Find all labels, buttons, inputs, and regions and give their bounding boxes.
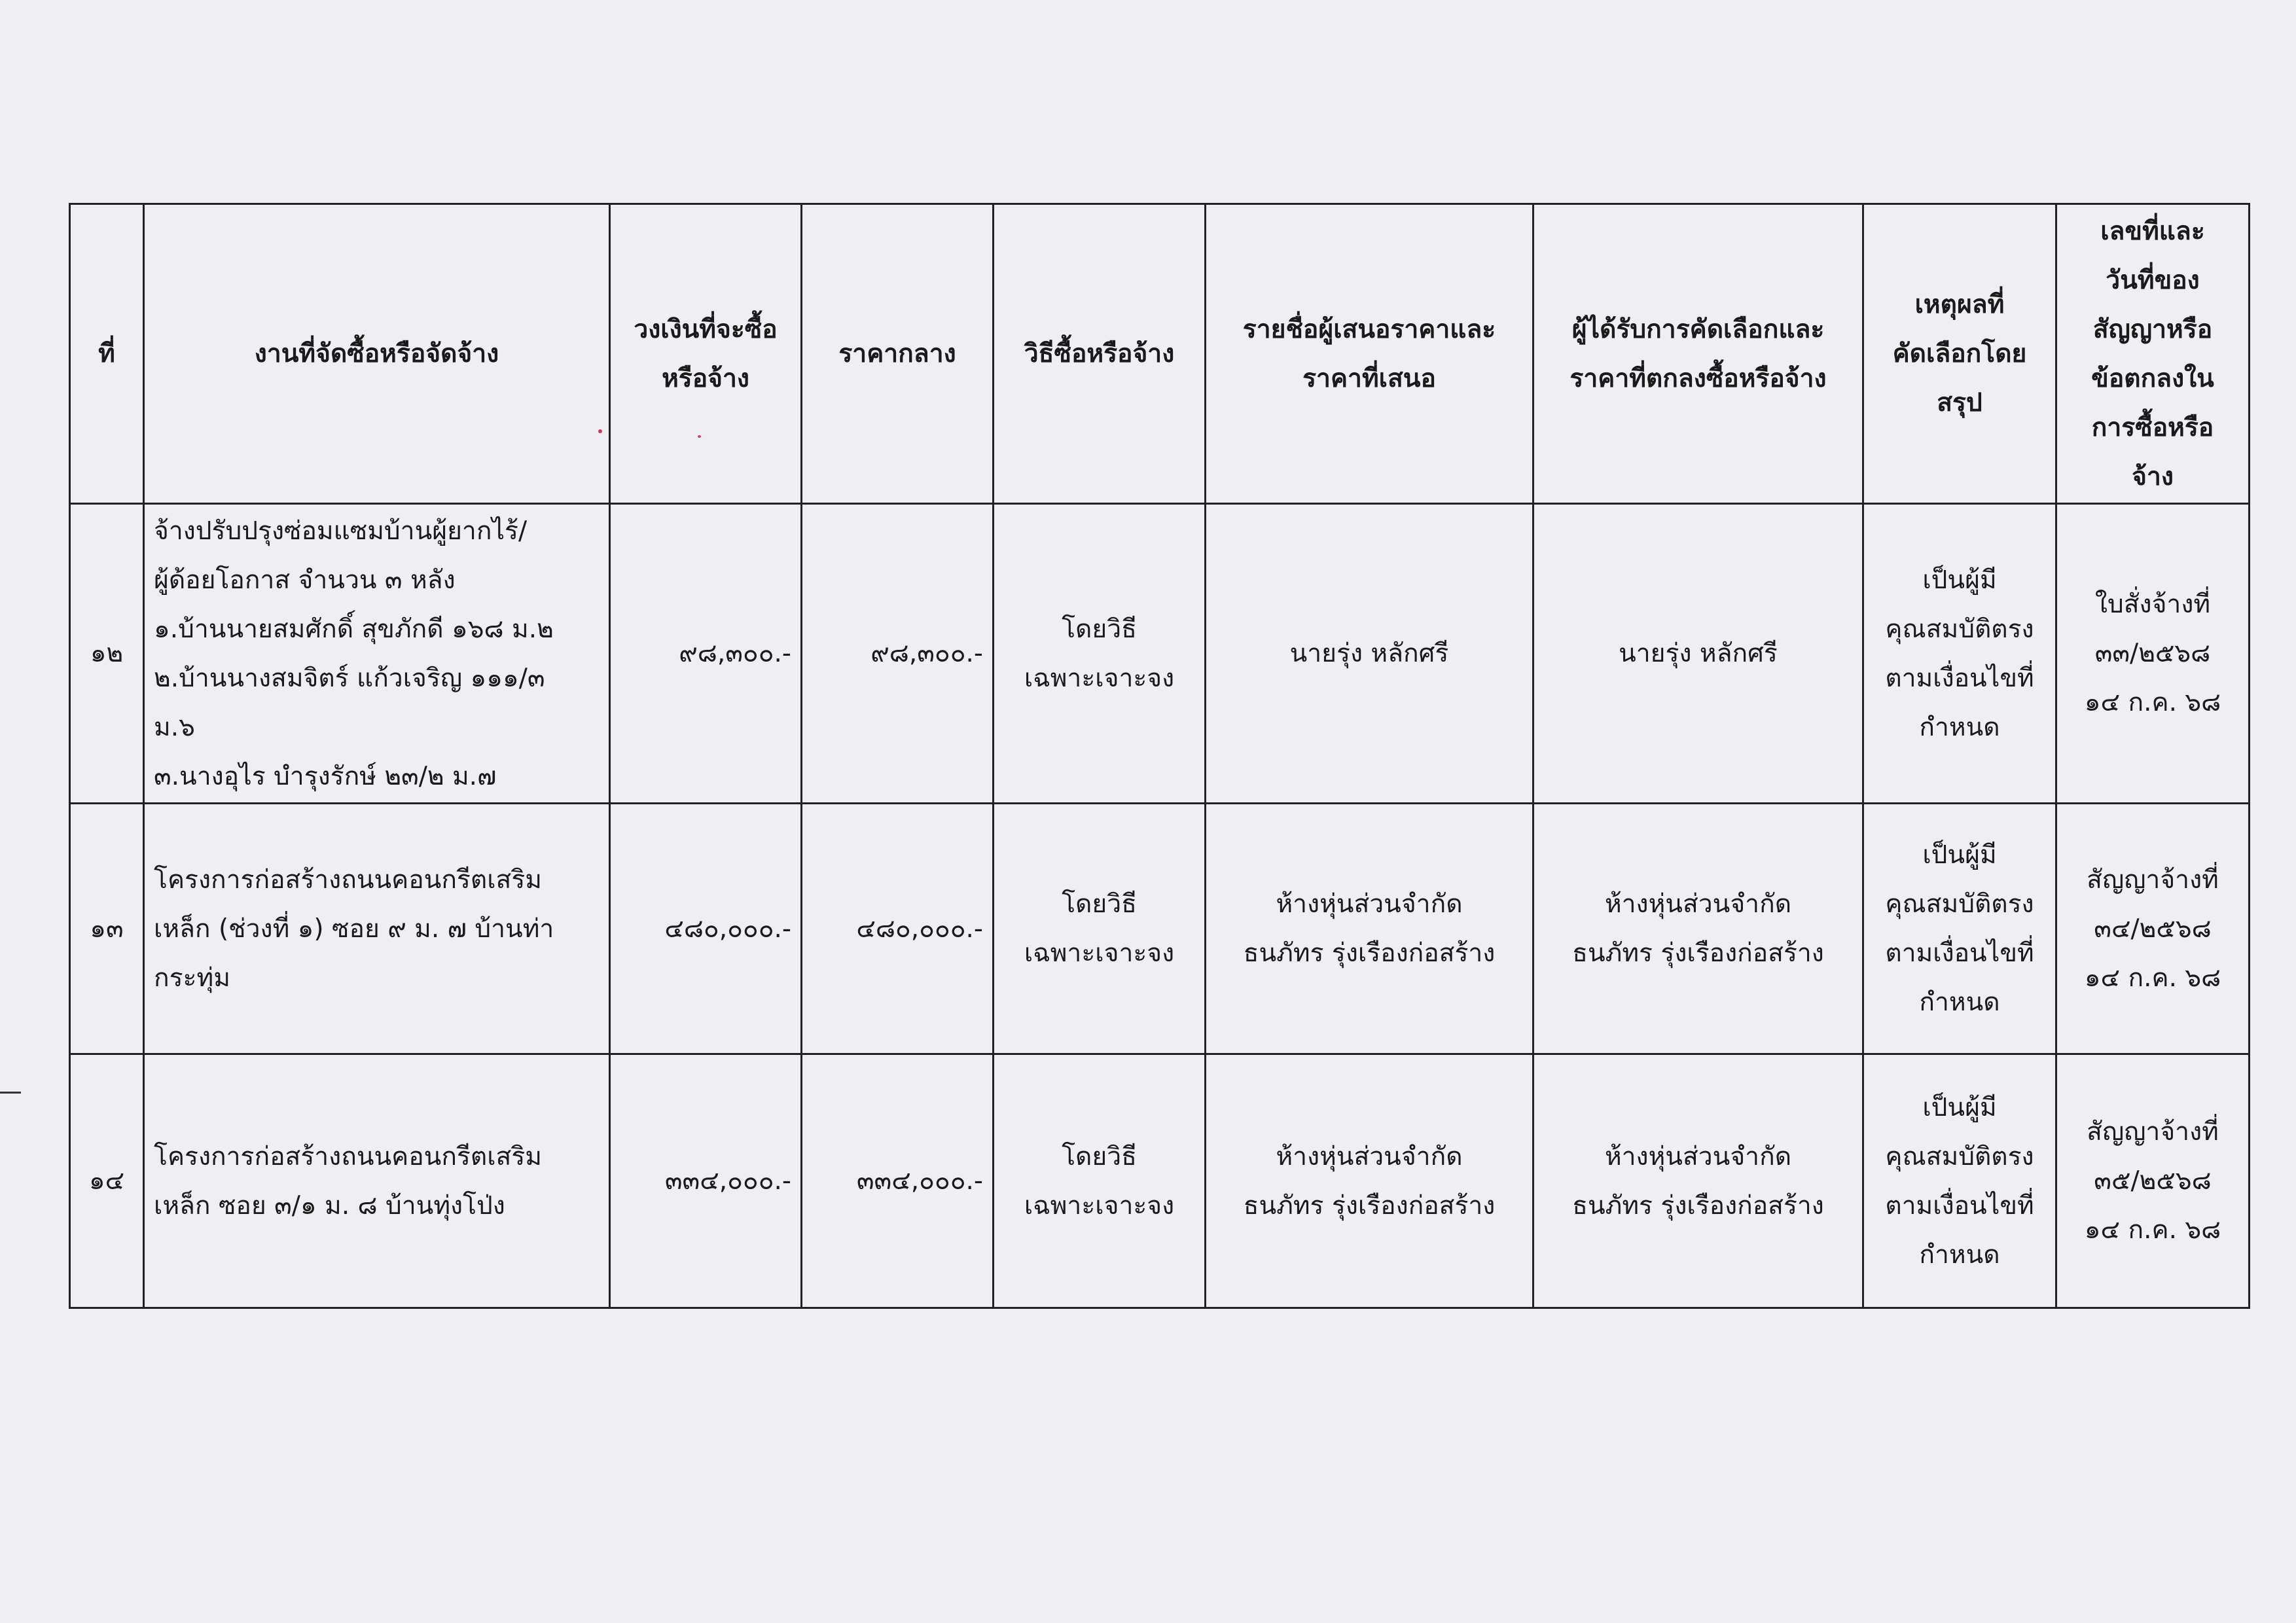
header-bidders: รายชื่อผู้เสนอราคาและ ราคาที่เสนอ [1206, 204, 1534, 504]
cell-selected: นายรุ่ง หลักศรี [1534, 504, 1863, 804]
cell-method: โดยวิธี เฉพาะเจาะจง [994, 1054, 1206, 1308]
cell-work: จ้างปรับปรุงซ่อมแซมบ้านผู้ยากไร้/ ผู้ด้อยโอกาส จำนวน ๓ หลัง ๑.บ้านนายสมศักดิ์ สุขภักดี ๑๖๘ ม.๒ ๒.บ้านนางสมจิตร์ แก้วเจริญ ๑๑๑/๓ ม.๖ ๓.นางอุไร บำรุงรักษ์ ๒๓/๒ ม.๗ [144, 504, 610, 804]
procurement-summary-table [69, 203, 2250, 1309]
cell-method: โดยวิธี เฉพาะเจาะจง [994, 804, 1206, 1054]
cell-contract: ใบสั่งจ้างที่ ๓๓/๒๕๖๘ ๑๔ ก.ค. ๖๘ [2056, 504, 2250, 804]
header-contract: เลขที่และ วันที่ของ สัญญาหรือ ข้อตกลงใน การซื้อหรือ จ้าง [2056, 204, 2250, 504]
cell-reason: เป็นผู้มี คุณสมบัติตรง ตามเงื่อนไขที่ กำหนด [1863, 1054, 2056, 1308]
cell-budget: ๔๘๐,๐๐๐.- [610, 804, 802, 1054]
cell-reason: เป็นผู้มี คุณสมบัติตรง ตามเงื่อนไขที่ กำหนด [1863, 504, 2056, 804]
cell-selected: ห้างหุ่นส่วนจำกัด ธนภัทร รุ่งเรืองก่อสร้าง [1534, 1054, 1863, 1308]
table-row [70, 1054, 2250, 1308]
header-budget: วงเงินที่จะซื้อ หรือจ้าง [610, 204, 802, 504]
cell-median-price: ๙๘,๓๐๐.- [802, 504, 994, 804]
header-reason: เหตุผลที่ คัดเลือกโดย สรุป [1863, 204, 2056, 504]
table-row [70, 804, 2250, 1054]
header-no: ที่ [70, 204, 144, 504]
header-method: วิธีซื้อหรือจ้าง [994, 204, 1206, 504]
cell-bidders: นายรุ่ง หลักศรี [1206, 504, 1534, 804]
cell-budget: ๙๘,๓๐๐.- [610, 504, 802, 804]
header-selected: ผู้ได้รับการคัดเลือกและ ราคาที่ตกลงซื้อหรือจ้าง [1534, 204, 1863, 504]
cell-work: โครงการก่อสร้างถนนคอนกรีตเสริม เหล็ก ซอย ๓/๑ ม. ๘ บ้านทุ่งโป่ง [144, 1054, 610, 1308]
header-work: งานที่จัดซื้อหรือจัดจ้าง [144, 204, 610, 504]
cell-method: โดยวิธี เฉพาะเจาะจง [994, 504, 1206, 804]
cell-no: ๑๓ [70, 804, 144, 1054]
scan-edge-mark [0, 1092, 21, 1094]
cell-no: ๑๒ [70, 504, 144, 804]
cell-median-price: ๔๘๐,๐๐๐.- [802, 804, 994, 1054]
cell-budget: ๓๓๔,๐๐๐.- [610, 1054, 802, 1308]
cell-bidders: ห้างหุ่นส่วนจำกัด ธนภัทร รุ่งเรืองก่อสร้าง [1206, 804, 1534, 1054]
table-row [70, 504, 2250, 804]
cell-contract: สัญญาจ้างที่ ๓๔/๒๕๖๘ ๑๔ ก.ค. ๖๘ [2056, 804, 2250, 1054]
cell-contract: สัญญาจ้างที่ ๓๕/๒๕๖๘ ๑๔ ก.ค. ๖๘ [2056, 1054, 2250, 1308]
cell-median-price: ๓๓๔,๐๐๐.- [802, 1054, 994, 1308]
cell-bidders: ห้างหุ่นส่วนจำกัด ธนภัทร รุ่งเรืองก่อสร้าง [1206, 1054, 1534, 1308]
cell-work: โครงการก่อสร้างถนนคอนกรีตเสริม เหล็ก (ช่วงที่ ๑) ซอย ๙ ม. ๗ บ้านท่า กระทุ่ม [144, 804, 610, 1054]
table-header-row [70, 204, 2250, 504]
cell-selected: ห้างหุ่นส่วนจำกัด ธนภัทร รุ่งเรืองก่อสร้าง [1534, 804, 1863, 1054]
header-median-price: ราคากลาง [802, 204, 994, 504]
cell-reason: เป็นผู้มี คุณสมบัติตรง ตามเงื่อนไขที่ กำหนด [1863, 804, 2056, 1054]
cell-no: ๑๔ [70, 1054, 144, 1308]
